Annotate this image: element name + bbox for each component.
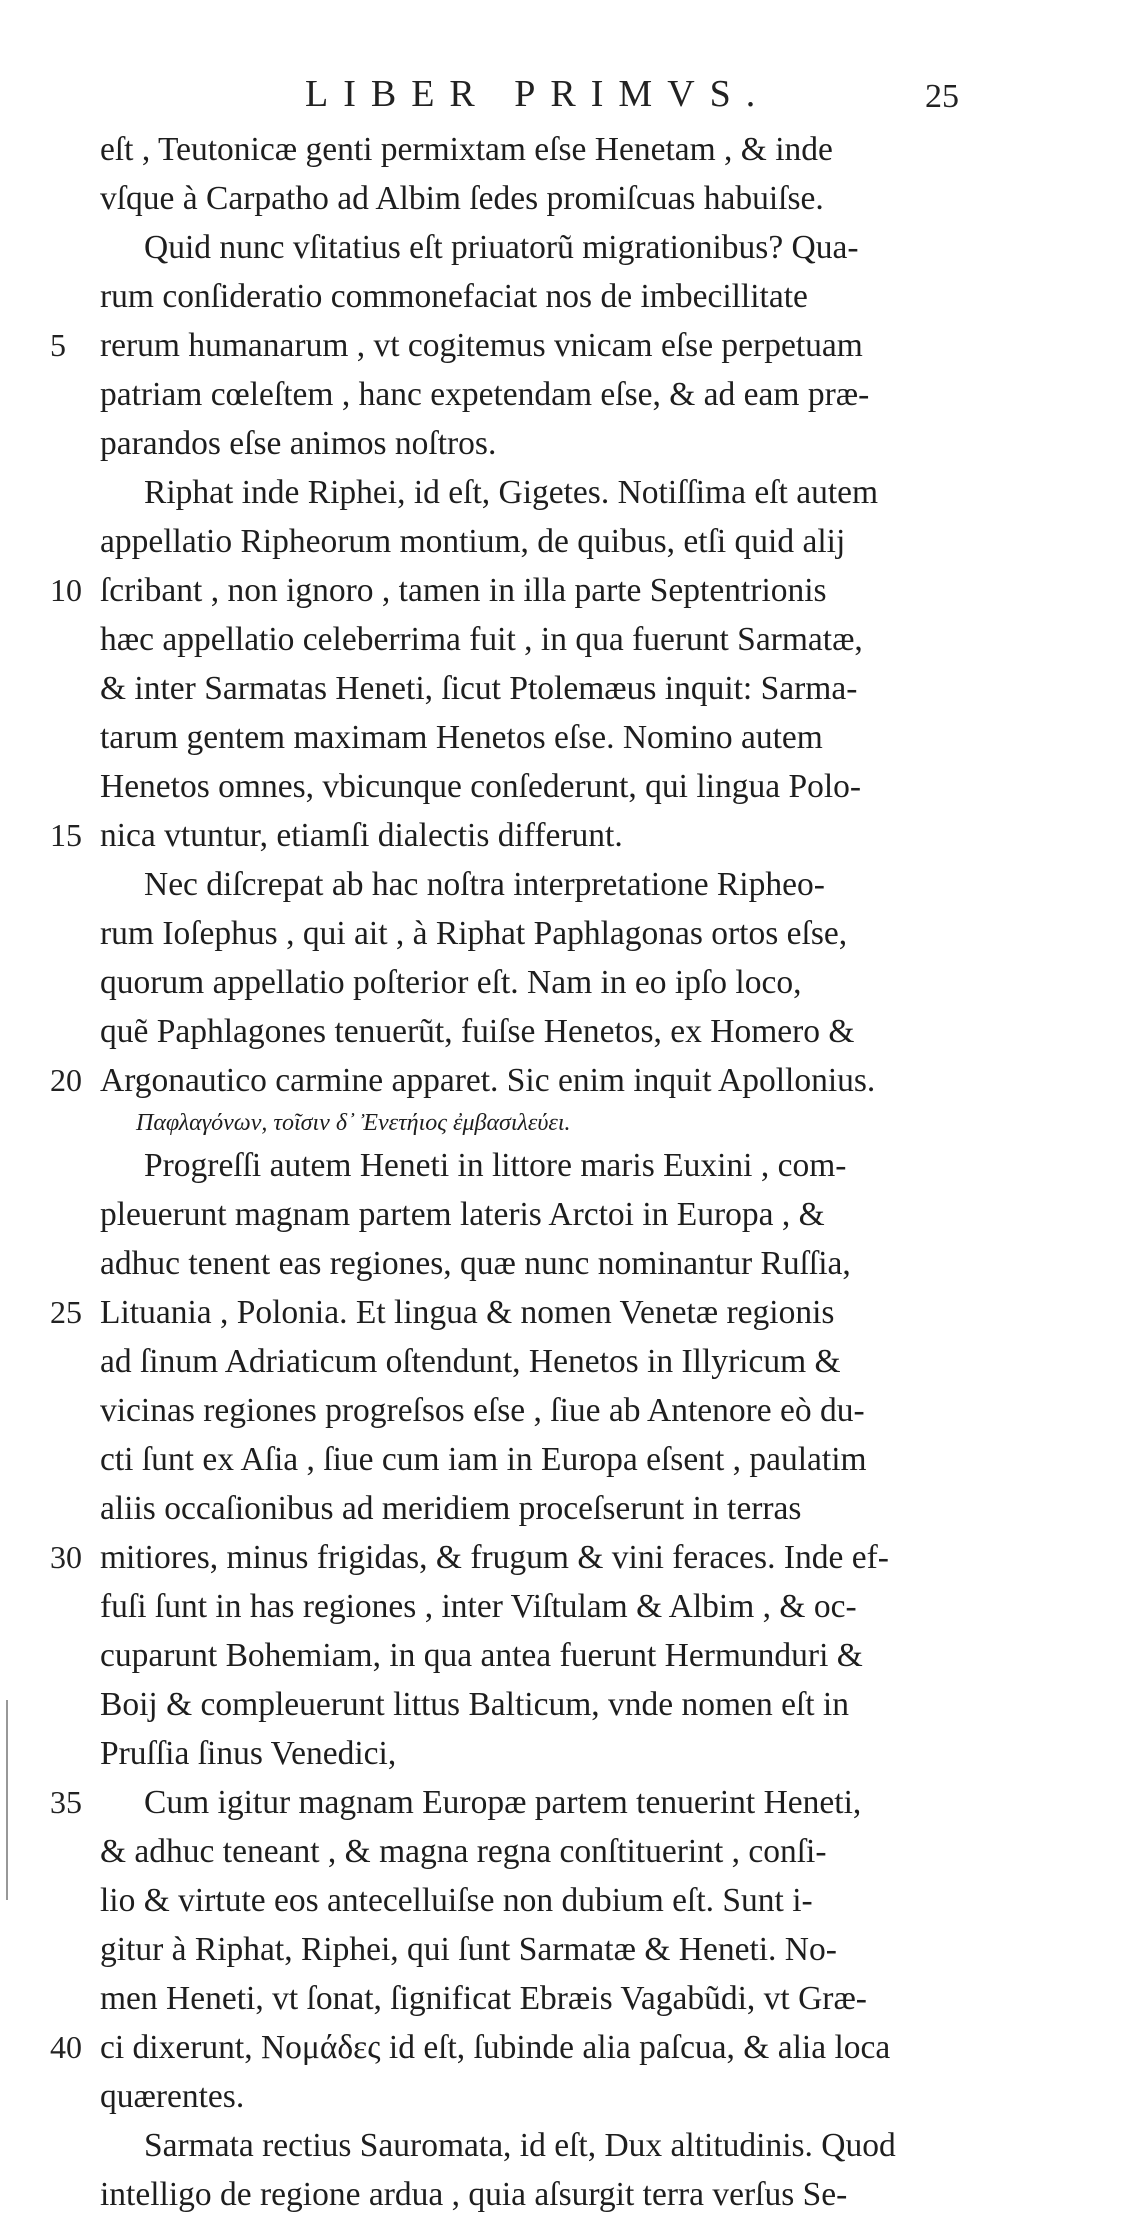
text-line <box>100 468 980 517</box>
text-line <box>100 2072 980 2121</box>
text-line <box>100 1239 980 1288</box>
page-header <box>0 72 1129 122</box>
text-line <box>100 223 980 272</box>
text-line <box>50 321 980 370</box>
line-text: ci dixerunt, Νομάδες id eſt, ſubinde alia paſcua, & alia loca <box>100 2029 891 2066</box>
text-line <box>100 1337 980 1386</box>
line-text: cuparunt Bohemiam, in qua antea fuerunt Hermunduri & <box>100 1637 863 1674</box>
line-text: Boij & compleuerunt littus Balticum, vnde nomen eſt in <box>100 1686 849 1723</box>
text-line <box>100 1827 980 1876</box>
line-text: Παφλαγόνων, τοῖσιν δ᾽ Ἐνετήιος ἐμβασιλεύει. <box>136 1110 571 1136</box>
text-line <box>100 2170 980 2219</box>
line-text: intelligo de regione ardua , quia aſsurgit terra verſus Se- <box>100 2176 848 2213</box>
line-text: patriam cœleſtem , hanc expetendam eſse, & ad eam præ- <box>100 376 870 413</box>
line-text: Cum igitur magnam Europæ partem tenuerint Heneti, <box>144 1784 862 1821</box>
line-text: quẽ Paphlagones tenuerũt, fuiſse Henetos, ex Homero & <box>100 1013 855 1050</box>
line-text: tarum gentem maximam Henetos eſse. Nomino autem <box>100 719 823 756</box>
text-line <box>100 125 980 174</box>
line-text: Progreſſi autem Heneti in littore maris Euxini , com- <box>144 1147 847 1184</box>
greek-quotation-line <box>100 1105 980 1141</box>
line-text: ſcribant , non ignoro , tamen in illa parte Septentrionis <box>100 572 827 609</box>
line-text: adhuc tenent eas regiones, quæ nunc nominantur Ruſſia, <box>100 1245 851 1282</box>
line-text: ad ſinum Adriaticum oſtendunt, Henetos in Illyricum & <box>100 1343 841 1380</box>
line-text: pleuerunt magnam partem lateris Arctoi in Europa , & <box>100 1196 825 1233</box>
text-line <box>100 1729 980 1778</box>
line-text: fuſi ſunt in has regiones , inter Viſtulam & Albim , & oc- <box>100 1588 857 1625</box>
text-line <box>100 1484 980 1533</box>
text-line <box>100 1925 980 1974</box>
text-line <box>100 1141 980 1190</box>
line-text: Lituania , Polonia. Et lingua & nomen Venetæ regionis <box>100 1294 835 1331</box>
text-line <box>100 909 980 958</box>
text-line <box>100 419 980 468</box>
text-line <box>50 2023 980 2072</box>
text-line <box>100 370 980 419</box>
line-text: rum conſideratio commonefaciat nos de imbecillitate <box>100 278 808 315</box>
line-text: vſque à Carpatho ad Albim ſedes promiſcuas habuiſse. <box>100 180 824 217</box>
line-text: Nec diſcrepat ab hac noſtra interpretatione Ripheo- <box>144 866 825 903</box>
text-line <box>100 762 980 811</box>
text-line <box>50 811 980 860</box>
body-text <box>50 125 980 2219</box>
text-line <box>100 1007 980 1056</box>
line-text: Pruſſia ſinus Venedici, <box>100 1735 397 1772</box>
line-text: rum Ioſephus , qui ait , à Riphat Paphlagonas ortos eſse, <box>100 915 848 952</box>
line-number: 20 <box>50 1062 82 1098</box>
line-text: Riphat inde Riphei, id eſt, Gigetes. Notiſſima eſt autem <box>144 474 879 511</box>
text-line <box>100 1974 980 2023</box>
line-text: Quid nunc vſitatius eſt priuatorũ migrationibus? Qua- <box>144 229 859 266</box>
line-text: Sarmata rectius Sauromata, id eſt, Dux altitudinis. Quod <box>144 2127 896 2164</box>
text-line <box>100 615 980 664</box>
line-text: lio & virtute eos antecelluiſse non dubium eſt. Sunt i- <box>100 1882 813 1919</box>
running-head: LIBER PRIMVS. <box>305 73 771 115</box>
text-line <box>100 713 980 762</box>
line-text: Henetos omnes, vbicunque conſederunt, qui lingua Polo- <box>100 768 862 805</box>
page-number: 25 <box>925 78 959 115</box>
text-line <box>100 1680 980 1729</box>
line-number: 5 <box>50 327 66 363</box>
line-text: mitiores, minus frigidas, & frugum & vini feraces. Inde ef- <box>100 1539 889 1576</box>
line-text: cti ſunt ex Aſia , ſiue cum iam in Europa eſsent , paulatim <box>100 1441 867 1478</box>
line-text: nica vtuntur, etiamſi dialectis differunt. <box>100 817 623 854</box>
text-line <box>50 1056 980 1105</box>
line-text: appellatio Ripheorum montium, de quibus, etſi quid alij <box>100 523 846 560</box>
line-text: & adhuc teneant , & magna regna conſtituerint , conſi- <box>100 1833 827 1870</box>
line-text: quærentes. <box>100 2078 245 2115</box>
text-line <box>100 860 980 909</box>
text-line <box>50 1778 980 1827</box>
text-line <box>100 517 980 566</box>
line-text: gitur à Riphat, Riphei, qui ſunt Sarmatæ & Heneti. No- <box>100 1931 837 1968</box>
text-line <box>100 272 980 321</box>
line-text: Argonautico carmine apparet. Sic enim inquit Apollonius. <box>100 1062 876 1099</box>
line-text: eſt , Teutonicæ genti permixtam eſse Henetam , & inde <box>100 131 833 168</box>
text-line <box>50 1533 980 1582</box>
text-line <box>100 1876 980 1925</box>
line-text: men Heneti, vt ſonat, ſignificat Ebræis Vagabũdi, vt Græ- <box>100 1980 867 2017</box>
line-number: 25 <box>50 1294 82 1330</box>
line-number: 15 <box>50 817 82 853</box>
line-text: & inter Sarmatas Heneti, ſicut Ptolemæus inquit: Sarma- <box>100 670 858 707</box>
text-line <box>100 174 980 223</box>
text-line <box>50 566 980 615</box>
text-line <box>100 1386 980 1435</box>
text-line <box>100 1631 980 1680</box>
text-line <box>100 1582 980 1631</box>
line-text: rerum humanarum , vt cogitemus vnicam eſse perpetuam <box>100 327 863 364</box>
line-number: 40 <box>50 2029 82 2065</box>
line-number: 10 <box>50 572 82 608</box>
line-number: 30 <box>50 1539 82 1575</box>
line-text: vicinas regiones progreſsos eſse , ſiue ab Antenore eò du- <box>100 1392 865 1429</box>
text-line <box>100 958 980 1007</box>
line-text: hæc appellatio celeberrima fuit , in qua fuerunt Sarmatæ, <box>100 621 863 658</box>
line-text: quorum appellatio poſterior eſt. Nam in eo ipſo loco, <box>100 964 802 1001</box>
margin-rule <box>6 1700 8 1900</box>
line-text: parandos eſse animos noſtros. <box>100 425 497 462</box>
text-line <box>100 1435 980 1484</box>
text-line <box>100 664 980 713</box>
text-line <box>50 1288 980 1337</box>
text-line <box>100 2121 980 2170</box>
line-text: aliis occaſionibus ad meridiem proceſserunt in terras <box>100 1490 802 1527</box>
line-number: 35 <box>50 1784 82 1820</box>
text-line <box>100 1190 980 1239</box>
